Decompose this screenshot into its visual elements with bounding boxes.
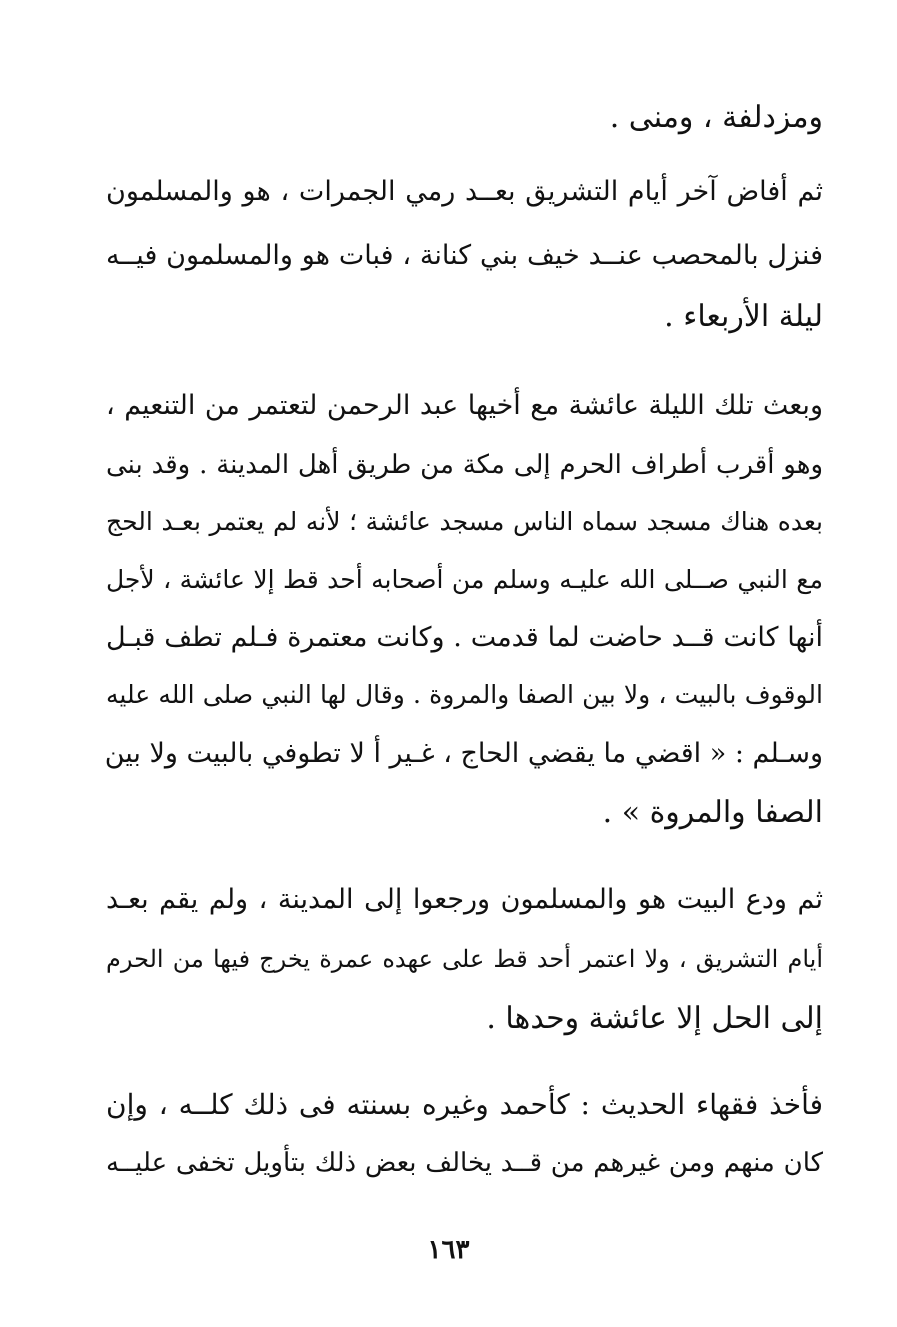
text-line: ثم أفاض آخر أيام التشريق بعــد رمي الجمرات ، هو والمسلمون <box>106 176 823 207</box>
text-line: الصفا والمروة » . <box>602 795 823 830</box>
text-line: بعده هناك مسجد سماه الناس مسجد عائشة ؛ لأنه لم يعتمر بعـد الحج <box>106 507 823 536</box>
page-number: ١٦٣ <box>427 1235 470 1265</box>
text-line: وهو أقرب أطراف الحرم إلى مكة من طريق أهل المدينة . وقد بنى <box>106 450 823 480</box>
text-line: فأخذ فقهاء الحديث : كأحمد وغيره بسنته فى ذلك كلــه ، وإن <box>106 1088 823 1121</box>
text-line: أنها كانت قــد حاضت لما قدمت . وكانت معتمرة فـلم تطف قبـل <box>106 622 823 653</box>
text-line: فنزل بالمحصب عنــد خيف بني كنانة ، فبات هو والمسلمون فيــه <box>106 240 823 271</box>
text-line: أيام التشريق ، ولا اعتمر أحد قط على عهده عمرة يخرج فيها من الحرم <box>106 945 823 973</box>
text-line: وبعث تلك الليلة عائشة مع أخيها عبد الرحمن لتعتمر من التنعيم ، <box>106 390 823 421</box>
text-line: إلى الحل إلا عائشة وحدها . <box>486 1001 823 1036</box>
text-line: الوقوف بالبيت ، ولا بين الصفا والمروة . وقال لها النبي صلى الله عليه <box>106 680 823 709</box>
text-line: ومزدلفة ، ومنى . <box>609 100 823 135</box>
text-line: كان منهم ومن غيرهم من قــد يخالف بعض ذلك بتأويل تخفى عليــه <box>106 1148 823 1178</box>
text-line: وسـلم : « اقضي ما يقضي الحاج ، غـير أ لا تطوفي بالبيت ولا بين <box>104 738 823 769</box>
text-line: مع النبي صــلى الله عليـه وسلم من أصحابه أحد قط إلا عائشة ، لأجل <box>106 565 823 594</box>
text-line: ثم ودع البيت هو والمسلمون ورجعوا إلى المدينة ، ولم يقم بعـد <box>106 884 823 915</box>
text-line: ليلة الأربعاء . <box>664 299 823 334</box>
